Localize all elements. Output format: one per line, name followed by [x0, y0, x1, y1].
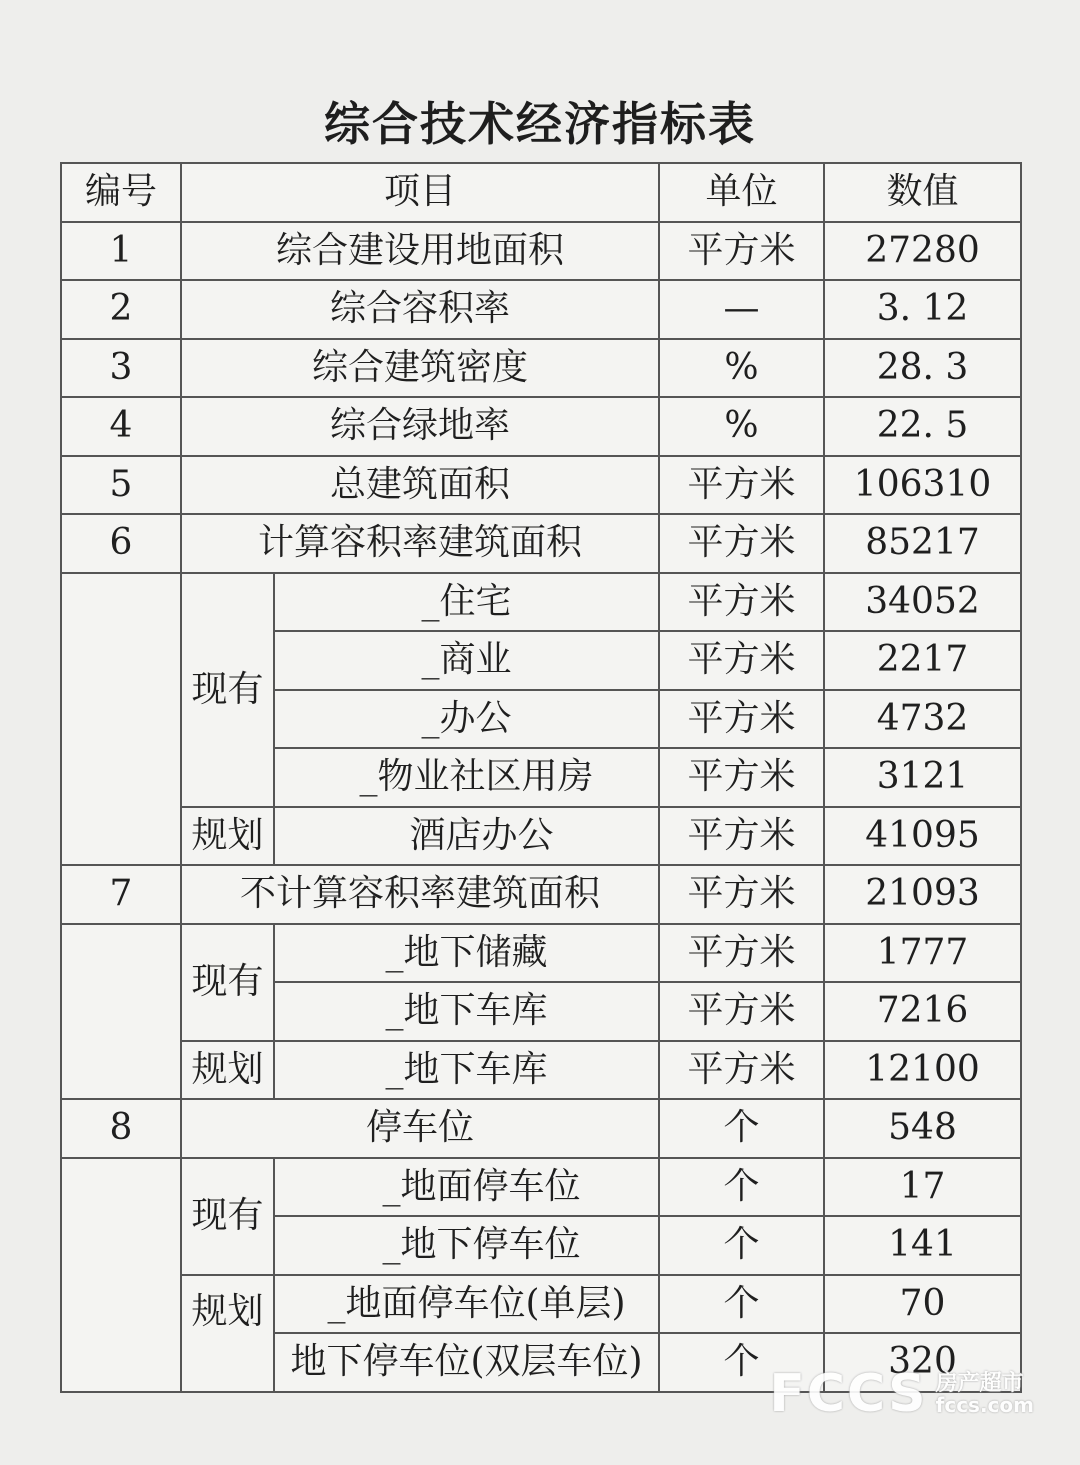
row-item: 酒店办公	[274, 807, 659, 866]
row-value: 27280	[824, 222, 1021, 281]
row-item: _地面停车位	[274, 1158, 659, 1217]
row-value: 106310	[824, 456, 1021, 515]
header-no: 编号	[61, 163, 181, 222]
row-item: _地下储藏	[274, 924, 659, 983]
row-value: 12100	[824, 1041, 1021, 1100]
row-value: 22. 5	[824, 397, 1021, 456]
row-value: 41095	[824, 807, 1021, 866]
row-no: 7	[61, 865, 181, 924]
row-no: 4	[61, 397, 181, 456]
row-unit: 平方米	[659, 1041, 824, 1100]
row-value: 7216	[824, 982, 1021, 1041]
header-value: 数值	[824, 163, 1021, 222]
row-item: _地下停车位	[274, 1216, 659, 1275]
table-row	[61, 514, 1021, 573]
table-header-row	[61, 163, 1021, 222]
row-item: 地下停车位(双层车位)	[274, 1333, 659, 1392]
row-value: 548	[824, 1099, 1021, 1158]
row-value: 3. 12	[824, 280, 1021, 339]
table-title: 综合技术经济指标表	[324, 97, 756, 151]
header-unit: 单位	[659, 163, 824, 222]
row-unit: 平方米	[659, 631, 824, 690]
fccs-watermark	[769, 1364, 1034, 1424]
row-unit: 平方米	[659, 807, 824, 866]
row-item: _物业社区用房	[274, 748, 659, 807]
row-unit: 个	[659, 1216, 824, 1275]
table-row	[61, 456, 1021, 515]
row-unit: %	[659, 339, 824, 398]
group-label-existing: 现有	[181, 1158, 274, 1275]
table-row	[61, 280, 1021, 339]
table-row	[61, 924, 1021, 983]
row-no-empty	[61, 924, 181, 1100]
row-unit: 平方米	[659, 514, 824, 573]
row-value: 1777	[824, 924, 1021, 983]
table-row	[61, 1041, 1021, 1100]
row-unit: 平方米	[659, 456, 824, 515]
group-label-existing: 现有	[181, 924, 274, 1041]
row-item: 综合建设用地面积	[181, 222, 659, 281]
row-unit: 平方米	[659, 690, 824, 749]
row-value: 21093	[824, 865, 1021, 924]
row-item: _地下车库	[274, 982, 659, 1041]
table-row	[61, 222, 1021, 281]
table-row	[61, 339, 1021, 398]
table-row	[61, 807, 1021, 866]
row-unit: 平方米	[659, 573, 824, 632]
watermark-cn: 房产超市	[935, 1370, 1024, 1396]
row-value: 17	[824, 1158, 1021, 1217]
row-unit: 平方米	[659, 222, 824, 281]
row-value: 85217	[824, 514, 1021, 573]
row-item: 不计算容积率建筑面积	[181, 865, 659, 924]
row-unit: %	[659, 397, 824, 456]
row-unit: 个	[659, 1099, 824, 1158]
table-row	[61, 573, 1021, 632]
row-item: _住宅	[274, 573, 659, 632]
header-item: 项目	[181, 163, 659, 222]
row-value: 320	[824, 1333, 1021, 1392]
row-no: 1	[61, 222, 181, 281]
watermark-logo: FCCS	[769, 1364, 928, 1424]
table-row	[61, 1099, 1021, 1158]
row-item: _商业	[274, 631, 659, 690]
indicator-table	[60, 162, 1022, 1393]
watermark-url: fccs.com	[935, 1393, 1034, 1418]
row-no: 6	[61, 514, 181, 573]
row-item: _地面停车位(单层)	[274, 1275, 659, 1334]
row-unit: 平方米	[659, 982, 824, 1041]
row-item: _办公	[274, 690, 659, 749]
row-value: 4732	[824, 690, 1021, 749]
group-label-planned: 规划	[181, 807, 274, 866]
watermark-text	[936, 1372, 1034, 1416]
row-no-empty	[61, 573, 181, 866]
row-no-empty	[61, 1158, 181, 1392]
row-value: 70	[824, 1275, 1021, 1334]
row-unit: 平方米	[659, 865, 824, 924]
row-no: 8	[61, 1099, 181, 1158]
row-unit: —	[659, 280, 824, 339]
row-unit: 平方米	[659, 748, 824, 807]
row-value: 2217	[824, 631, 1021, 690]
row-unit: 个	[659, 1333, 824, 1392]
row-item: 停车位	[181, 1099, 659, 1158]
row-item: 综合建筑密度	[181, 339, 659, 398]
row-no: 5	[61, 456, 181, 515]
row-item: 综合绿地率	[181, 397, 659, 456]
row-value: 3121	[824, 748, 1021, 807]
table-row	[61, 1275, 1021, 1334]
row-value: 141	[824, 1216, 1021, 1275]
row-no: 2	[61, 280, 181, 339]
row-item: 总建筑面积	[181, 456, 659, 515]
table-row	[61, 397, 1021, 456]
table-row	[61, 865, 1021, 924]
table-row	[61, 1158, 1021, 1217]
group-label-existing: 现有	[181, 573, 274, 807]
row-unit: 平方米	[659, 924, 824, 983]
row-item: _地下车库	[274, 1041, 659, 1100]
row-unit: 个	[659, 1158, 824, 1217]
row-value: 28. 3	[824, 339, 1021, 398]
row-item: 综合容积率	[181, 280, 659, 339]
row-unit: 个	[659, 1275, 824, 1334]
row-item: 计算容积率建筑面积	[181, 514, 659, 573]
group-label-planned: 规划	[181, 1041, 274, 1100]
group-label-planned: 规划	[181, 1275, 274, 1392]
row-no: 3	[61, 339, 181, 398]
row-value: 34052	[824, 573, 1021, 632]
